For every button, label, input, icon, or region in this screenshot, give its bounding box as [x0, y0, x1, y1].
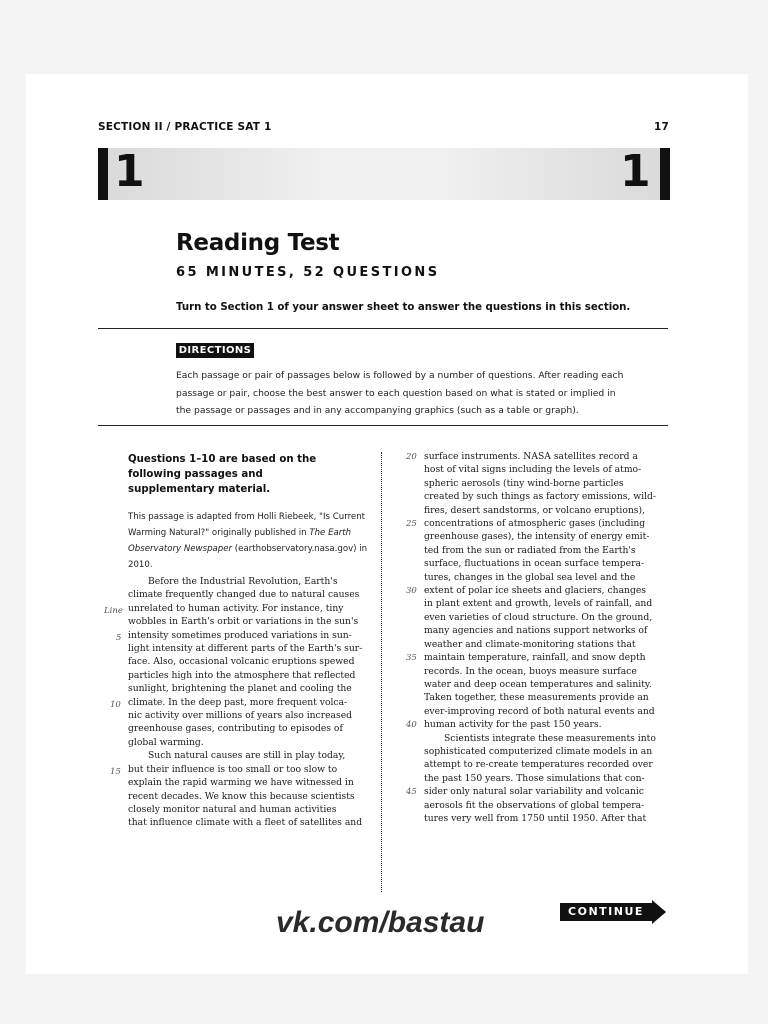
passage-line: face. Also, occasional volcanic eruptions spewed [128, 656, 355, 668]
rule-bottom [98, 425, 668, 426]
passage-line: even varieties of cloud structure. On the ground, [424, 611, 653, 623]
continue-button[interactable] [560, 900, 668, 924]
arrow-right-icon [652, 900, 666, 924]
test-title: Reading Test [176, 230, 340, 256]
passage-line: extent of polar ice sheets and glaciers, changes [424, 585, 646, 597]
line-number: 30 [406, 586, 417, 596]
passage-line: closely monitor natural and human activities [128, 803, 337, 815]
passage-line: but their influence is too small or too slow to [128, 763, 338, 775]
line-number: 40 [406, 720, 417, 730]
passage-line: greenhouse gases), the intensity of energy emit- [424, 531, 650, 543]
section-bar-right [660, 148, 670, 200]
directions-text: Each passage or pair of passages below is followed by a number of questions. After reading each passage or pair, choose the best answer to each question based on what is stated or implied in the passage or passages and in any accompanying graphics (such as a table or graph). [176, 370, 624, 416]
passage-line: particles high into the atmosphere that reflected [128, 669, 356, 681]
passage-line: maintain temperature, rainfall, and snow depth [424, 652, 646, 664]
passage-line: global warming. [128, 736, 204, 748]
section-header: SECTION II / PRACTICE SAT 1 [98, 121, 272, 133]
passage-line: in plant extent and growth, levels of rainfall, and [424, 598, 653, 610]
line-number: 45 [406, 787, 417, 797]
passage-column-right [424, 450, 670, 825]
source-publication: The Earth Observatory Newspaper [128, 528, 352, 554]
passage-line: records. In the ocean, buoys measure surface [424, 665, 637, 677]
source-prefix: This passage is adapted from Holli Riebeek, "Is Current Warming Natural?" originally published in [128, 512, 366, 538]
continue-label: CONTINUE [568, 905, 644, 918]
passage-line: concentrations of atmospheric gases (including [424, 518, 646, 530]
rule-top [98, 328, 668, 329]
passage-line: weather and climate-monitoring stations that [424, 638, 636, 650]
line-label: Line [104, 606, 123, 616]
passage-line: surface, fluctuations in ocean surface tempera- [424, 558, 645, 570]
passage-line: tures very well from 1750 until 1950. After that [424, 812, 647, 824]
questions-header: Questions 1–10 are based on the following passages and supplementary material. [128, 454, 317, 495]
passage-source [128, 509, 368, 573]
passage-line: recent decades. We know this because scientists [128, 790, 355, 802]
passage-line: climate. In the deep past, more frequent volca- [128, 696, 348, 708]
passage-line: intensity sometimes produced variations in sun- [128, 629, 352, 641]
line-number: 10 [110, 700, 121, 710]
line-number: 20 [406, 452, 417, 462]
passage-line: Such natural causes are still in play today, [148, 750, 346, 762]
passage-line: sophisticated computerized climate models in an [424, 745, 653, 757]
passage-line: Taken together, these measurements provide an [424, 692, 649, 704]
passage-line: fires, desert sandstorms, or volcano eruptions), [424, 504, 645, 516]
passage-line: surface instruments. NASA satellites record a [424, 451, 638, 462]
answer-sheet-instruction: Turn to Section 1 of your answer sheet to answer the questions in this section. [176, 302, 631, 313]
passage-line: greenhouse gases, contributing to episodes of [128, 723, 343, 735]
passage-line: tures, changes in the global sea level and the [424, 571, 636, 583]
section-number-left: 1 [114, 146, 145, 197]
line-number: 15 [110, 767, 121, 777]
section-bar-left [98, 148, 108, 200]
directions-badge: DIRECTIONS [176, 343, 254, 358]
passage-line: unrelated to human activity. For instance, tiny [128, 602, 344, 614]
passage-line: human activity for the past 150 years. [424, 719, 602, 731]
line-number: 35 [406, 653, 417, 663]
passage-line: the past 150 years. Those simulations that con- [424, 772, 645, 784]
passage-line: sunlight, brightening the planet and cooling the [128, 683, 352, 695]
passage-line: nic activity over millions of years also increased [128, 710, 353, 722]
watermark-text: vk.com/bastau [276, 906, 485, 939]
passage-line: ever-improving record of both natural events and [424, 705, 655, 717]
passage-column-left [128, 575, 372, 830]
passage-line: spheric aerosols (tiny wind-borne particles [424, 477, 624, 489]
passage-line: aerosols fit the observations of global tempera- [424, 799, 645, 811]
passage-line: sider only natural solar variability and volcanic [424, 786, 644, 798]
passage-line: attempt to re-create temperatures recorded over [424, 759, 653, 771]
passage-line: water and deep ocean temperatures and salinity. [424, 678, 652, 690]
line-number: 5 [116, 633, 122, 643]
passage-line: many agencies and nations support networks of [424, 625, 648, 637]
test-subtitle: 65 MINUTES, 52 QUESTIONS [176, 265, 440, 280]
passage-line: created by such things as factory emissions, wild- [424, 491, 657, 503]
passage-line: climate frequently changed due to natural causes [128, 589, 360, 601]
passage-line: Scientists integrate these measurements into [444, 732, 656, 744]
passage-line: host of vital signs including the levels of atmo- [424, 464, 642, 476]
passage-line: light intensity at different parts of the Earth's sur- [128, 643, 363, 655]
passage-line: that influence climate with a fleet of satellites and [128, 817, 363, 829]
section-number-right: 1 [620, 146, 651, 197]
section-band [98, 148, 670, 200]
passage-line: explain the rapid warming we have witnessed in [128, 777, 354, 789]
column-divider [381, 452, 382, 892]
page-number: 17 [654, 121, 670, 133]
passage-line: Before the Industrial Revolution, Earth's [148, 576, 338, 587]
passage-line: wobbles in Earth's orbit or variations in the sun's [128, 616, 359, 628]
passage-line: ted from the sun or radiated from the Earth's [424, 544, 636, 556]
source-suffix: (earthobservatory.nasa.gov) in 2010. [128, 544, 368, 570]
line-number: 25 [406, 519, 417, 529]
